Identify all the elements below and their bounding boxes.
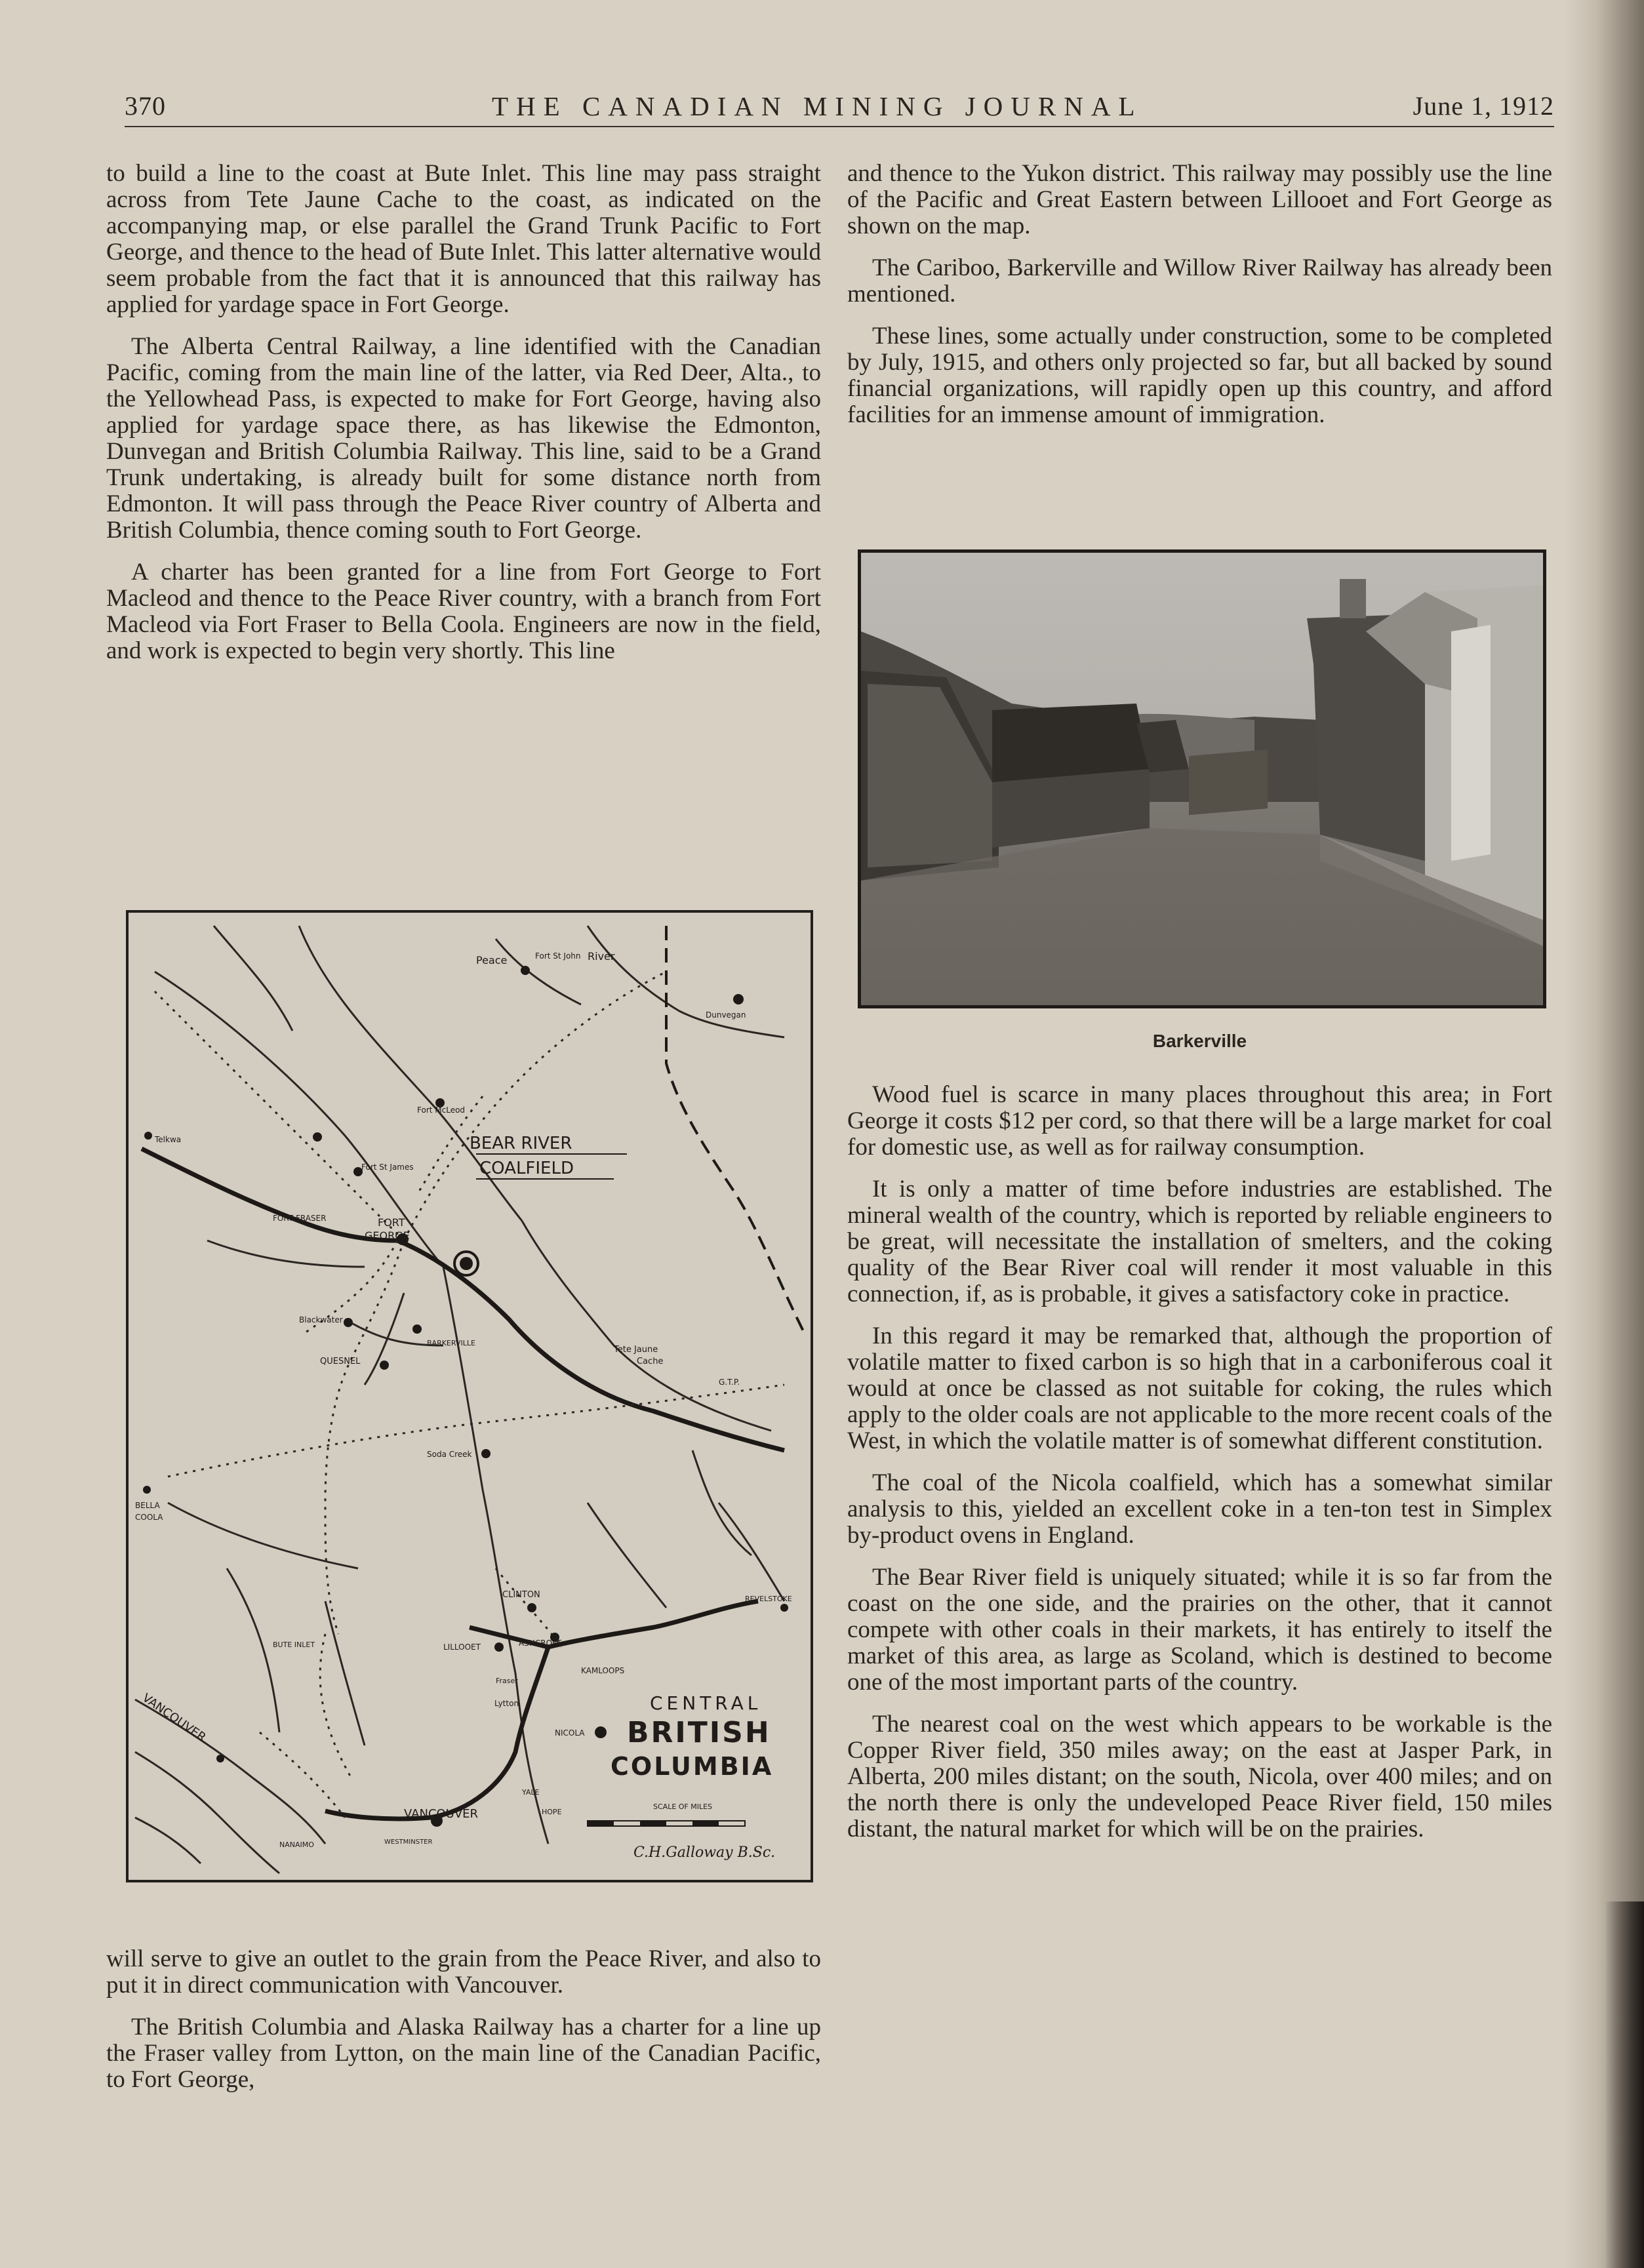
map-scale-bar — [588, 1821, 745, 1826]
nanaimo-marker — [216, 1755, 224, 1762]
map-label-revelstoke: REVELSTOKE — [745, 1595, 792, 1603]
paragraph: The Bear River field is uniquely situated; while it is so far from the coast on the one side, and the prairies on the other, that it cannot compete with other coals in their markets, it has entirely to itself the market of this area, as large as Scoland, which is destined to become one of the most important parts of the country. — [847, 1564, 1552, 1696]
map-label-ashcroft: ASHCROFT — [519, 1639, 562, 1648]
map-scale-label: SCALE OF MILES — [653, 1802, 713, 1811]
binding-shadow — [1605, 1901, 1644, 2268]
map-label-fort-mcleod: Fort McLeod — [417, 1105, 466, 1115]
map-label-bella: BELLA — [135, 1501, 160, 1510]
bella-coola-marker — [143, 1486, 151, 1494]
paragraph: to build a line to the coast at Bute Inlet. This line may pass straight across from Tete Jaune Cache to the coast, as indicated on the accompanying map, or else parallel the Grand Trunk Pacific to Fort George, and thence to the head of Bute Inlet. This latter alternative would seem probable from the fact that it is announced that this railway has applied for yardage space in Fort George. — [106, 160, 821, 318]
map-label-soda-creek: Soda Creek — [427, 1450, 472, 1459]
map-label-vancouver-island: VANCOUVER — [140, 1690, 209, 1745]
map-label-lytton: Lytton — [494, 1699, 519, 1708]
map-label-peace: Peace — [476, 954, 508, 966]
fort-st-john-marker — [521, 966, 530, 975]
map-label-nicola: NICOLA — [555, 1728, 585, 1738]
blackwater-marker — [344, 1318, 353, 1327]
paragraph: A charter has been granted for a line from Fort George to Fort Macleod and thence to the Peace River country, with a branch from Fort Macleod via Fort Fraser to Bella Coola. Engineers are now in the field, and work is expected to begin very shortly. This line — [106, 559, 821, 664]
map-label-vancouver: VANCOUVER — [404, 1807, 479, 1821]
map-label-fort-fraser: FORT FRASER — [273, 1214, 327, 1223]
barkerville-marker — [412, 1324, 422, 1334]
map-label-blackwater: Blackwater — [299, 1315, 343, 1324]
paragraph: In this regard it may be remarked that, although the proportion of volatile matter to fixed carbon is so high that in a carboniferous coal it would at once be classed as not suitable for coking, the rules which apply to the older coals are not applicable to the more recent coals of the West, in which the volatile matter is of somewhat different constitution. — [847, 1323, 1552, 1454]
revelstoke-marker — [780, 1604, 788, 1612]
map-label-hope: HOPE — [542, 1808, 562, 1816]
telkwa-marker — [144, 1132, 152, 1140]
nicola-marker — [595, 1726, 607, 1738]
map-label-fort: FORT — [378, 1216, 405, 1229]
map-label-cache: Cache — [637, 1357, 664, 1366]
lillooet-marker — [494, 1642, 504, 1652]
paragraph: The nearest coal on the west which appears to be workable is the Copper River field, 350 miles away; on the east at Jasper Park, in Alberta, 200 miles distant; on the south, Nicola, over 400 miles; and on the north there is only the undeveloped Peace River field, 150 miles distant, the natural market for which will be on the prairies. — [847, 1711, 1552, 1842]
paragraph: The British Columbia and Alaska Railway has a charter for a line up the Fraser valley from Lytton, on the main line of the Canadian Pacific, to Fort George, — [106, 2014, 821, 2093]
map-label-clinton: CLINTON — [502, 1590, 540, 1600]
map-region-columbia: COLUMBIA — [611, 1752, 774, 1781]
map-label-nanaimo: NANAIMO — [279, 1840, 314, 1849]
fort-fraser-marker — [313, 1132, 322, 1142]
railway-map — [126, 910, 813, 1882]
map-region-central: CENTRAL — [650, 1692, 762, 1714]
paragraph: Wood fuel is scarce in many places throughout this area; in Fort George it costs $12 per cord, so that there will be a large market for coal for domestic use, as well as for railway consumption. — [847, 1081, 1552, 1161]
map-label-barkerville: BARKERVILLE — [427, 1339, 475, 1347]
issue-date: June 1, 1912 — [1413, 91, 1554, 121]
map-signature: C.H.Galloway B.Sc. — [633, 1844, 776, 1861]
map-label-george: GEORGE — [365, 1229, 410, 1242]
journal-title: THE CANADIAN MINING JOURNAL — [492, 91, 1143, 121]
map-label-tete-jaune: Tete Jaune — [614, 1345, 658, 1355]
paragraph: and thence to the Yukon district. This railway may possibly use the line of the Pacific and Great Eastern between Lillooet and Fort George as shown on the map. — [847, 160, 1552, 239]
column-2-top — [847, 161, 1552, 444]
map-label-bute-inlet: BUTE INLET — [273, 1641, 315, 1649]
map-coalfield-label-1: BEAR RIVER — [470, 1134, 572, 1153]
quesnel-marker — [380, 1361, 389, 1370]
map-label-yale: YALE — [522, 1788, 540, 1797]
paragraph: The Cariboo, Barkerville and Willow River Railway has already been mentioned. — [847, 254, 1552, 308]
column-1-top — [106, 161, 821, 680]
paragraph: It is only a matter of time before industries are established. The mineral wealth of the country, which is reported by reliable engineers to be great, will necessitate the installation of smelters, and the coking quality of the Bear River coal will render it most valuable in this connection, if, as is probable, it gives a satisfactory coke in practice. — [847, 1176, 1552, 1307]
column-1-bottom — [106, 1946, 821, 2109]
bear-river-marker — [460, 1257, 473, 1270]
paragraph: The Alberta Central Railway, a line identified with the Canadian Pacific, coming from the main line of the latter, via Red Deer, Alta., to the Yellowhead Pass, is expected to make for Fort George, having also applied for yardage space there, as has likewise the Edmonton, Dunvegan and British Columbia Railway. This line, said to be a Grand Trunk undertaking, is already built for some distance north from Edmonton. It will pass through the Peace River country of Alberta and British Columbia, thence coming south to Fort George. — [106, 333, 821, 544]
running-header — [125, 90, 1554, 130]
map-label-westminster: WESTMINSTER — [384, 1839, 433, 1846]
paragraph: will serve to give an outlet to the grain from the Peace River, and also to put it in direct communication with Vancouver. — [106, 1945, 821, 1999]
barkerville-photo — [858, 549, 1546, 1008]
map-region-british: BRITISH — [627, 1716, 771, 1749]
paragraph: These lines, some actually under construction, some to be completed by July, 1915, and others only projected so far, but all backed by sound financial organizations, will rapidly open up this country, and afford facilities for an immense amount of immigration. — [847, 323, 1552, 428]
map-label-fraser: Fraser — [496, 1677, 518, 1685]
map-drawing — [129, 913, 811, 1880]
map-label-coola: COOLA — [135, 1513, 163, 1522]
dunvegan-marker — [733, 994, 744, 1005]
photo-caption: Barkerville — [1152, 1031, 1247, 1051]
map-coalfield-label-2: COALFIELD — [479, 1159, 574, 1178]
page-number: 370 — [125, 91, 166, 121]
map-label-fort-st-james: Fort St James — [361, 1163, 414, 1172]
map-label-river: River — [588, 950, 615, 963]
map-label-gtp: G.T.P. — [719, 1378, 740, 1387]
map-label-lillooet: LILLOOET — [443, 1642, 481, 1652]
clinton-marker — [527, 1603, 536, 1612]
map-label-dunvegan: Dunvegan — [706, 1010, 746, 1020]
barkerville-photo-drawing — [861, 553, 1543, 1005]
map-label-telkwa: Telkwa — [155, 1135, 182, 1144]
column-2-bottom — [847, 1082, 1552, 1858]
map-label-fort-st-john: Fort St John — [535, 951, 581, 961]
soda-creek-marker — [481, 1449, 491, 1458]
map-label-kamloops: KAMLOOPS — [581, 1666, 625, 1675]
header-rule — [125, 126, 1554, 127]
map-label-quesnel: QUESNEL — [320, 1357, 361, 1366]
paragraph: The coal of the Nicola coalfield, which has a somewhat similar analysis to this, yielded an excellent coke in a ten-ton test in Simplex by-product ovens in England. — [847, 1469, 1552, 1549]
